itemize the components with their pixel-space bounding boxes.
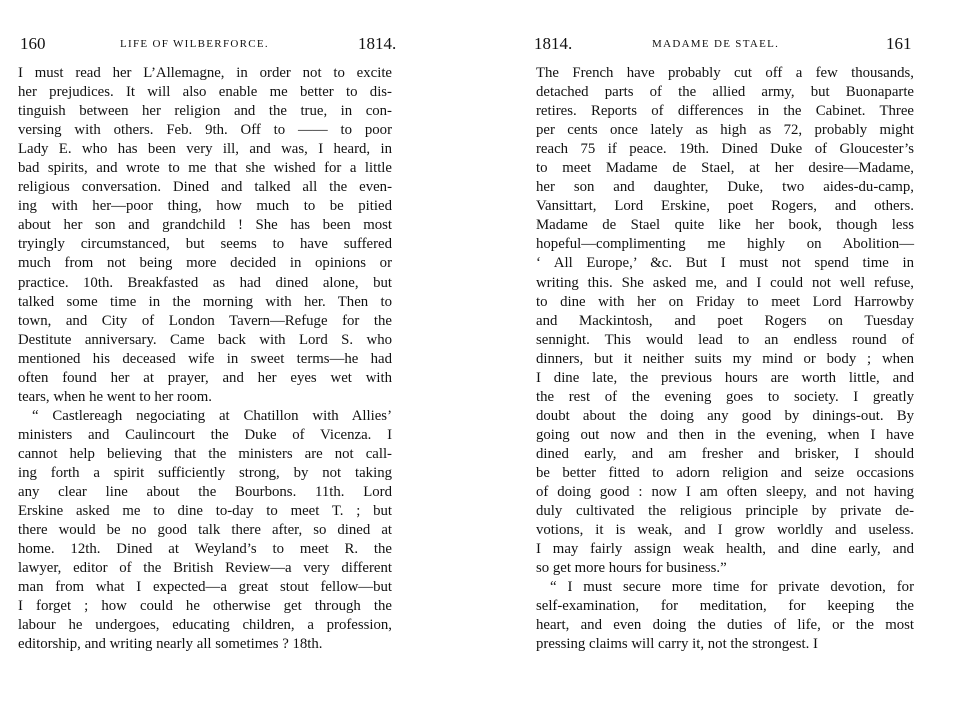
text-line: detached parts of the allied army, but Buonaparte [536,84,914,101]
right-page-body [536,64,914,654]
text-line: self-examination, for meditation, for keeping the [536,598,914,615]
text-line: her prejudices. It will also enable me better to dis- [18,84,392,101]
text-line: about her son and grandchild ! She has been most [18,217,392,234]
text-line: mentioned his deceased wife in sweet terms—he had [18,350,392,367]
text-line: practice. 10th. Breakfasted as had dined alone, but [18,274,392,291]
text-line: editorship, and writing nearly all sometimes ? 18th. [18,636,323,653]
left-page-number: 160 [20,34,46,53]
right-page-number: 161 [886,34,912,53]
text-line: home. 12th. Dined at Weyland’s to meet R. the [18,541,392,558]
text-line: tryingly circumstanced, but seems to have suffered [18,236,392,253]
text-line: of doing good : now I am often sleepy, and not having [536,484,914,501]
text-line: I forget ; how could he otherwise get through the [18,598,392,615]
right-page [490,0,980,705]
text-line: “ I must secure more time for private devotion, for [550,579,914,596]
text-line: much from not being more decided in opinions or [18,255,392,272]
text-line: writing this. She asked me, and I could not well refuse, [536,274,914,291]
text-line: religious conversation. Dined and talked all the even- [18,179,392,196]
text-line: duly cultivated the religious principle by private de- [536,503,914,520]
left-year: 1814. [358,34,397,53]
text-line: votions, it is weak, and I grow worldly and useless. [536,522,914,539]
text-line: ‘ All Europe,’ &c. But I must not spend time in [536,255,914,272]
text-line: retires. Reports of differences in the Cabinet. Three [536,103,914,120]
text-line: bad spirits, and wrote to me that she wished for a little [18,160,392,177]
text-line: so get more hours for business.” [536,560,727,577]
text-line: heart, and even doing the duties of life, or the most [536,617,914,634]
text-line: Lady E. who has been very ill, and was, I heard, in [18,141,392,158]
text-line: Madame de Stael quite like her book, though less [536,217,914,234]
text-line: doubt about the doing any good by dinings-out. By [536,407,914,424]
text-line: ing with her—poor thing, how much to be pitied [18,198,392,215]
text-line: be better fitted to adorn religion and seize occasions [536,464,914,481]
text-line: tinguish between her religion and the true, in con- [18,103,392,120]
text-line: cannot help believing that the ministers are not call- [18,445,392,462]
text-line: lawyer, editor of the British Review—a very different [18,560,392,577]
left-running-head: LIFE OF WILBERFORCE. [120,38,269,50]
text-line: per cents once lately as high as 72, probably might [536,122,914,139]
text-line: talked some time in the morning with her. Then to [18,293,392,310]
left-page-body [18,64,392,654]
text-line: to dine with her on Friday to meet Lord Harrowby [536,293,914,310]
text-line: the rest of the evening goes to society. I greatly [536,388,914,405]
right-year: 1814. [534,34,573,53]
text-line: hopeful—complimenting me highly on Abolition— [536,236,914,253]
text-line: I dine late, the previous hours are worth little, and [536,369,914,386]
text-line: Destitute anniversary. Came back with Lord S. who [18,331,392,348]
text-line: man from what I expected—a great stout fellow—but [18,579,392,596]
text-line: Erskine asked me to dine to-day to meet T. ; but [18,503,392,520]
text-line: there would be no good talk there after, so dined at [18,522,392,539]
text-line: labour he undergoes, educating children, a profession, [18,617,392,634]
text-line: I must read her L’Allemagne, in order not to excite [18,65,392,81]
text-line: reach 75 if peace. 19th. Dined Duke of Gloucester’s [536,141,914,158]
text-line: Vansittart, Lord Erskine, poet Rogers, and others. [536,198,914,215]
text-line: “ Castlereagh negociating at Chatillon with Allies’ [32,407,392,424]
text-line: dined early, and am fresher and brisker, I should [536,445,914,462]
text-line: her son and daughter, Duke, two aides-du-camp, [536,179,914,196]
text-line: sennight. This would lead to an endless round of [536,331,914,348]
text-line: going out now and then in the evening, when I have [536,426,914,443]
text-line: I may fairly assign weak health, and dine early, and [536,541,914,558]
text-line: often found her at prayer, and her eyes wet with [18,369,392,386]
text-line: The French have probably cut off a few thousands, [536,65,914,81]
text-line: ing forth a spirit sufficiently strong, by not taking [18,464,392,481]
text-line: tears, when he went to her room. [18,388,212,405]
text-line: pressing claims will carry it, not the strongest. I [536,636,818,653]
right-running-head: MADAME DE STAEL. [652,38,780,50]
text-line: ministers and Caulincourt the Duke of Vicenza. I [18,426,392,443]
text-line: any clear line about the Bourbons. 11th. Lord [18,484,392,501]
text-line: dinners, but it neither suits my mind or body ; when [536,350,914,367]
text-line: to meet Madame de Stael, at her desire—Madame, [536,160,914,177]
text-line: town, and City of London Tavern—Refuge for the [18,312,392,329]
text-line: versing with others. Feb. 9th. Off to —— to poor [18,122,392,139]
text-line: and Mackintosh, and poet Rogers on Tuesday [536,312,914,329]
left-page-header [20,34,398,56]
right-page-header [534,34,912,56]
